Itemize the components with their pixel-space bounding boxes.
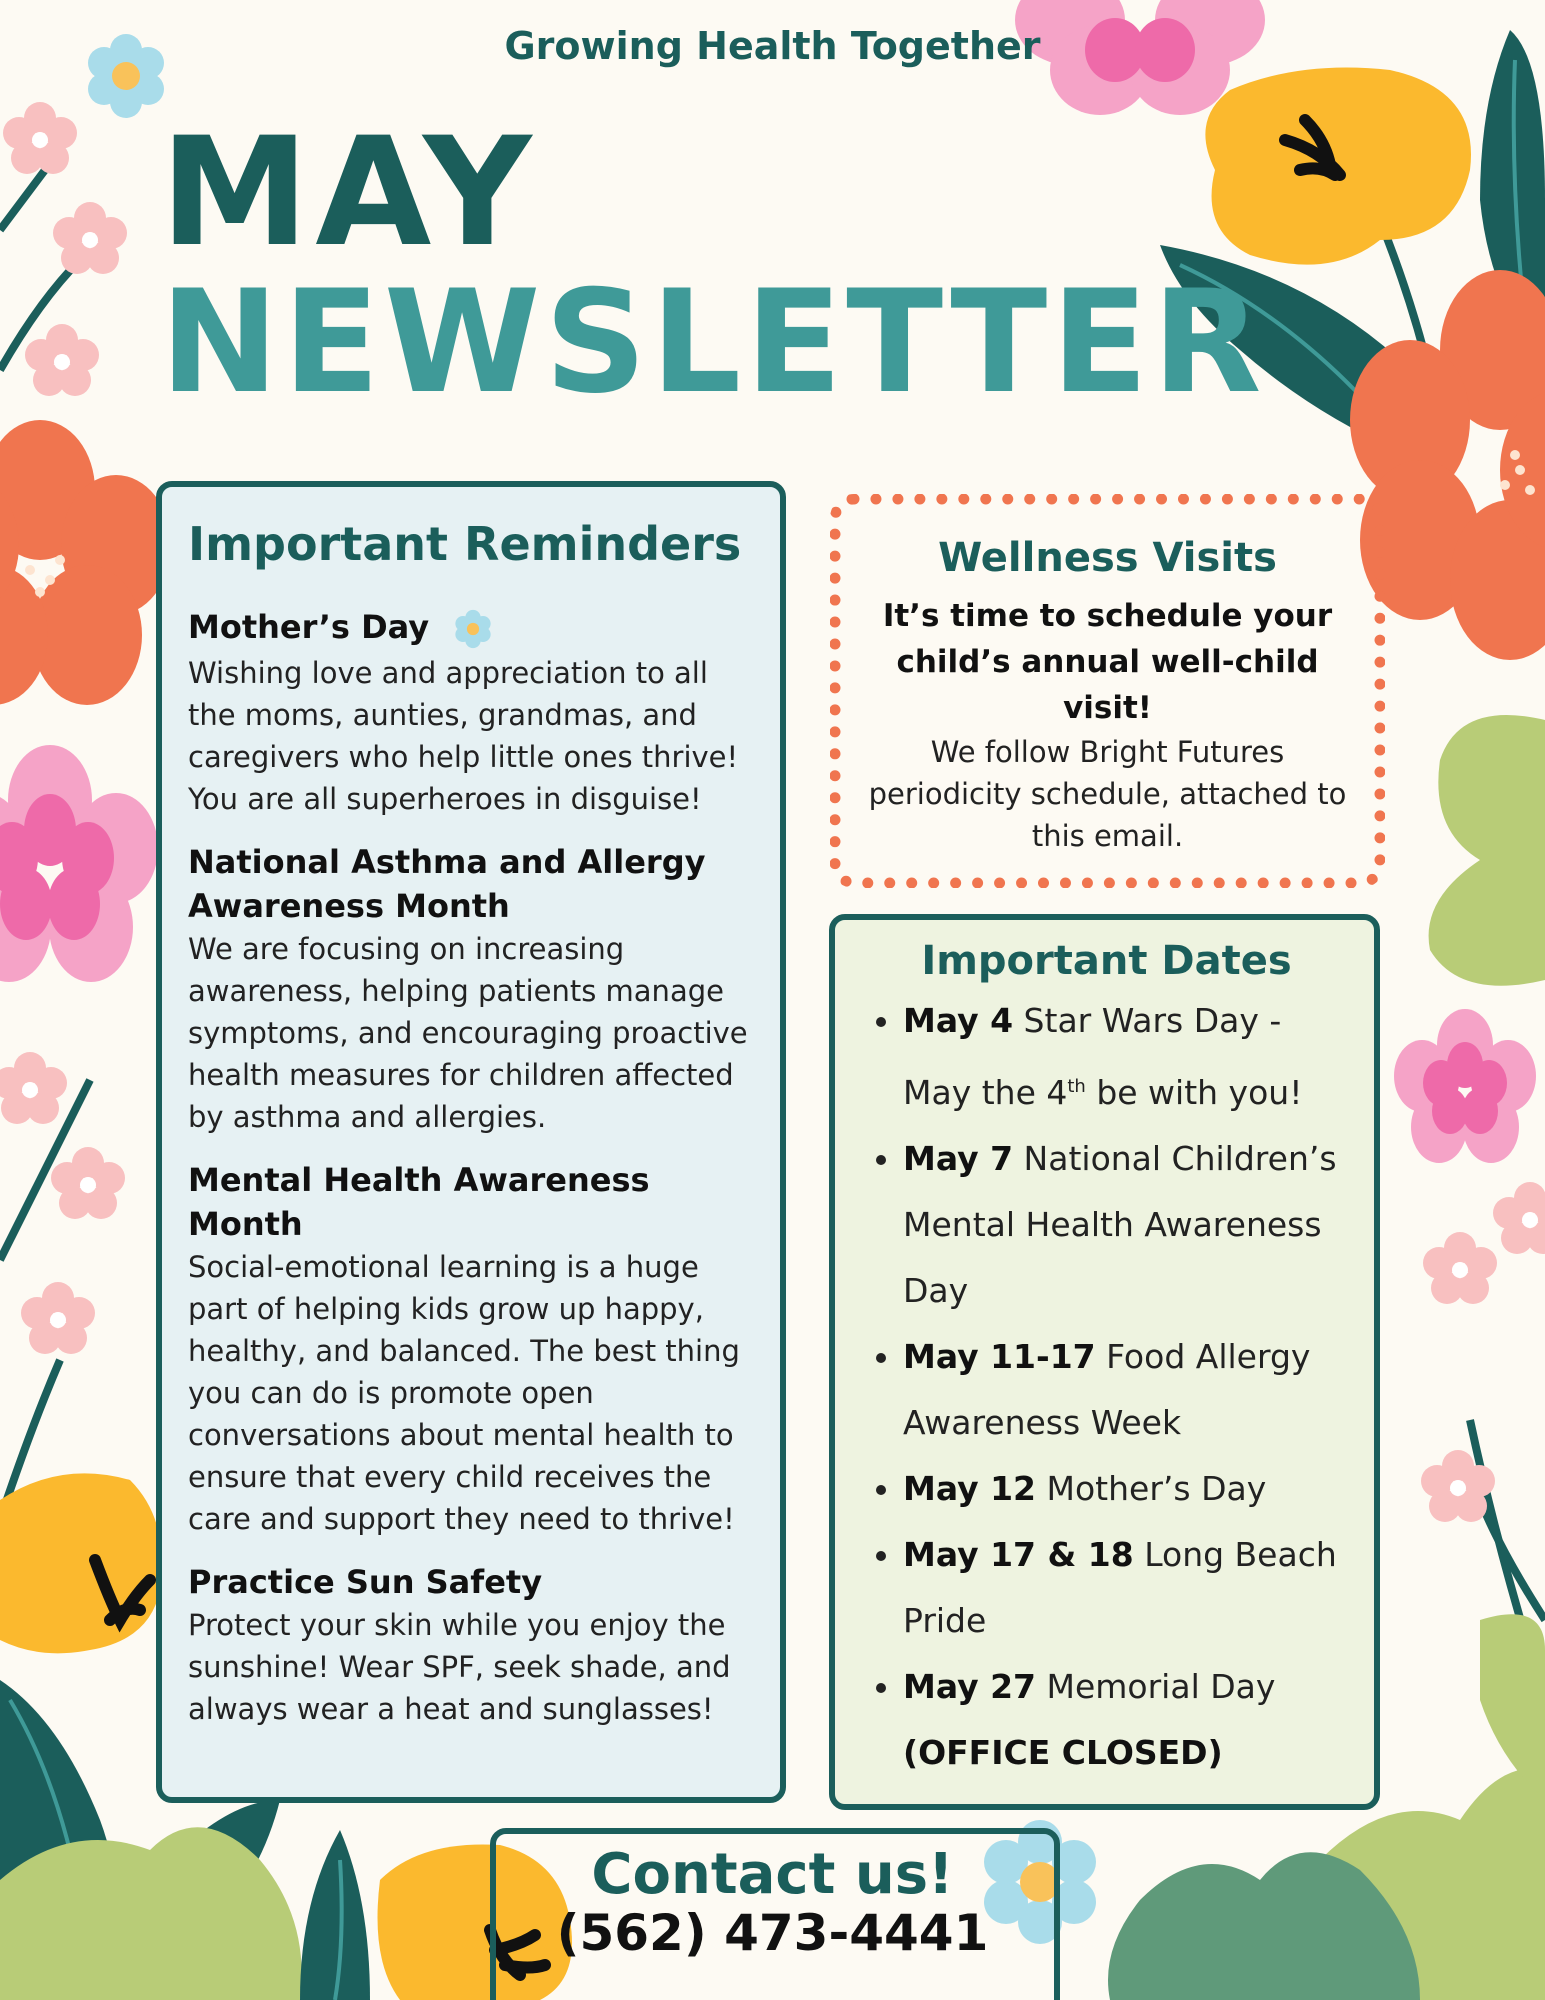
date-label: May 11-17 (903, 1337, 1096, 1376)
wellness-callout: It’s time to schedule your child’s annual well-child visit! (882, 598, 1333, 726)
reminder-body: Protect your skin while you enjoy the sunshine! Wear SPF, seek shade, and always wear a heat and sunglasses! (188, 1608, 731, 1726)
pink-flower-left-icon (0, 745, 158, 982)
dates-panel (829, 914, 1380, 1810)
date-item (903, 1522, 1348, 1654)
reminders-panel (156, 481, 786, 1803)
coral-flower-left-icon (0, 420, 171, 705)
date-label: May 7 (903, 1139, 1014, 1178)
date-text: Star Wars Day - May the 4 (903, 1001, 1282, 1112)
blue-flower-icon (450, 606, 496, 652)
contact-phone[interactable]: (562) 473-4441 (556, 1904, 989, 1962)
office-closed-note: (OFFICE CLOSED) (903, 1733, 1223, 1772)
date-label: May 12 (903, 1469, 1037, 1508)
date-label: May 4 (903, 1001, 1014, 1040)
date-text: National Children’s Mental Health Awareness Day (903, 1139, 1337, 1310)
reminder-title (188, 605, 754, 652)
reminder-body: Social-emotional learning is a huge part of helping kids grow up happy, healthy, and balanced. The best thing you can do is promote open conversations about mental health to ensure that every child receives the care and support they need to thrive! (188, 1250, 740, 1536)
date-text-after: be with you! (1085, 1073, 1303, 1112)
contact-heading: Contact us! (591, 1842, 954, 1907)
date-text: Food Allergy Awareness Week (903, 1337, 1311, 1442)
date-text: Mother’s Day (1036, 1469, 1267, 1508)
wellness-body: We follow Bright Futures periodicity schedule, attached to this email. (868, 735, 1347, 853)
yellow-flower-bottom-left-icon (0, 1473, 162, 1653)
date-sup: th (1067, 1076, 1086, 1097)
date-item (903, 1654, 1348, 1786)
reminder-body: We are focusing on increasing awareness, helping patients manage symptoms, and encouraging proactive health measures for children affected by asthma and allergies. (188, 932, 748, 1134)
dates-heading: Important Dates (921, 938, 1292, 984)
reminders-heading: Important Reminders (188, 517, 742, 571)
dates-list (865, 988, 1348, 1786)
date-item (903, 1456, 1348, 1522)
reminder-title: Practice Sun Safety (188, 1563, 543, 1601)
reminder-title: Mental Health Awareness Month (188, 1161, 650, 1243)
date-item (903, 1324, 1348, 1456)
reminder-body: Wishing love and appreciation to all the moms, aunties, grandmas, and caregivers who help little ones thrive! You are all superheroes in disguise! (188, 656, 739, 816)
reminder-title-text: Mother’s Day (188, 608, 430, 646)
date-text: Long Beach Pride (903, 1535, 1337, 1640)
reminder-title: National Asthma and Allergy Awareness Month (188, 843, 706, 925)
date-item (903, 1126, 1348, 1324)
date-label: May 17 & 18 (903, 1535, 1134, 1574)
wellness-heading: Wellness Visits (938, 535, 1277, 581)
date-label: May 27 (903, 1667, 1037, 1706)
date-text: Memorial Day (1036, 1667, 1276, 1706)
date-item (903, 988, 1348, 1126)
wellness-panel (830, 494, 1385, 888)
tagline: Growing Health Together (504, 24, 1041, 68)
pink-flower-right-icon (1394, 1009, 1536, 1163)
title-may: MAY (160, 106, 538, 280)
title-newsletter: NEWSLETTER (160, 260, 1266, 425)
